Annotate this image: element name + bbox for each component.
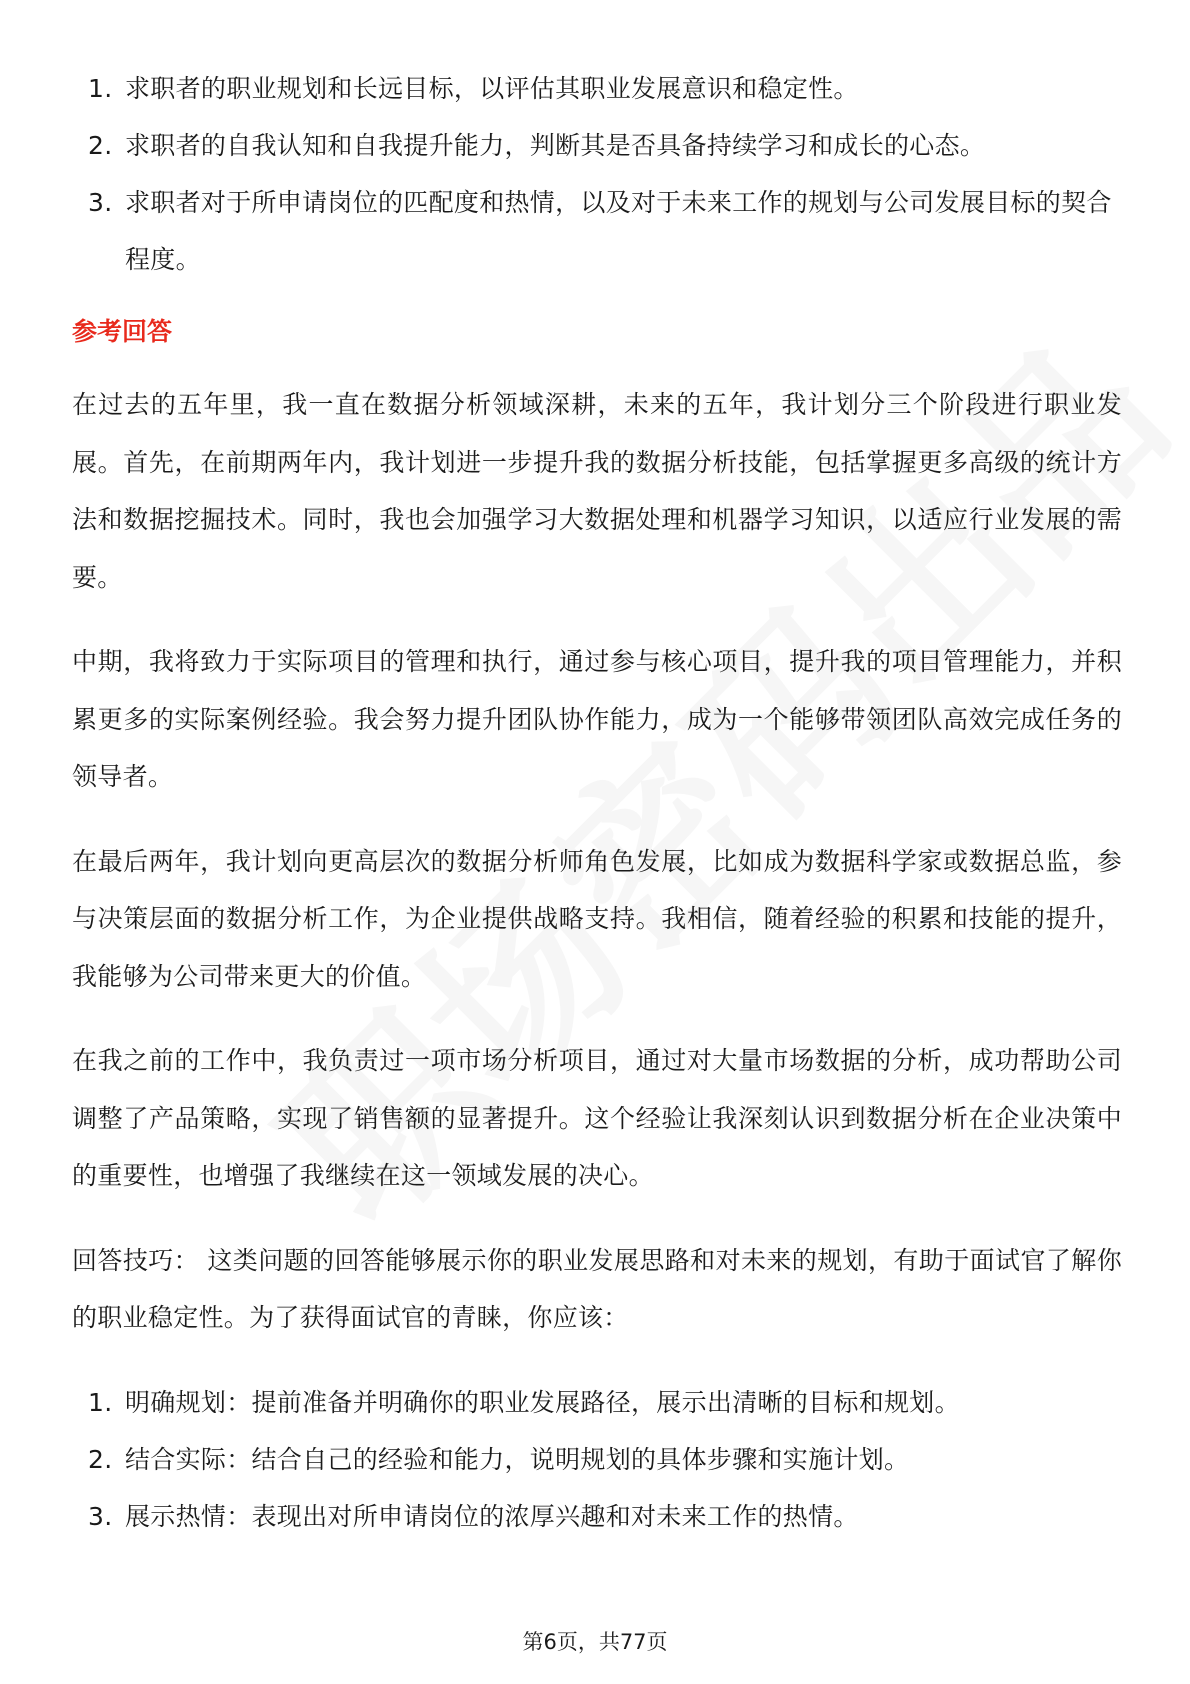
page-content [72,60,1122,1545]
criteria-list [72,60,1122,288]
list-item [72,1431,1122,1488]
list-item-number: 2. [88,131,113,160]
answer-paragraph: 中期，我将致力于实际项目的管理和执行，通过参与核心项目，提升我的项目管理能力，并积累更多的实际案例经验。我会努力提升团队协作能力，成为一个能够带领团队高效完成任务的领导者。 [72,647,1122,791]
list-item-text: 展示热情：表现出对所申请岗位的浓厚兴趣和对未来工作的热情。 [125,1501,859,1531]
answer-paragraph: 在我之前的工作中，我负责过一项市场分析项目，通过对大量市场数据的分析，成功帮助公司调整了产品策略，实现了销售额的显著提升。这个经验让我深刻认识到数据分析在企业决策中的重要性，也增强了我继续在这一领域发展的决心。 [72,1046,1122,1190]
list-item-number: 1. [88,74,113,103]
list-item [72,60,1122,117]
list-item [72,1488,1122,1545]
list-item-number: 3. [88,188,113,217]
list-item-number: 1. [88,1387,113,1417]
page-footer: 第6页，共77页 [522,1630,668,1654]
list-item [72,1374,1122,1431]
list-item-number: 2. [88,1444,113,1474]
list-item-text: 求职者的自我认知和自我提升能力，判断其是否具备持续学习和成长的心态。 [125,131,986,160]
tips-intro-paragraph: 回答技巧： 这类问题的回答能够展示你的职业发展思路和对未来的规划，有助于面试官了解你的职业稳定性。为了获得面试官的青睐，你应该： [72,1245,1122,1332]
list-item-text: 明确规划：提前准备并明确你的职业发展路径，展示出清晰的目标和规划。 [125,1387,960,1417]
list-item-text: 求职者的职业规划和长远目标，以评估其职业发展意识和稳定性。 [125,74,859,103]
list-item-number: 3. [88,1501,113,1531]
list-item [72,117,1122,174]
answer-paragraph: 在最后两年，我计划向更高层次的数据分析师角色发展，比如成为数据科学家或数据总监，参与决策层面的数据分析工作，为企业提供战略支持。我相信，随着经验的积累和技能的提升，我能够为公司带来更大的价值。 [72,846,1122,991]
tips-list [72,1374,1122,1545]
answer-paragraph: 在过去的五年里，我一直在数据分析领域深耕，未来的五年，我计划分三个阶段进行职业发展。首先，在前期两年内，我计划进一步提升我的数据分析技能，包括掌握更多高级的统计方法和数据挖掘技术。同时，我也会加强学习大数据处理和机器学习知识，以适应行业发展的需要。 [72,390,1122,592]
list-item [72,174,1122,288]
section-heading: 参考回答 [72,317,173,346]
list-item-text: 结合实际：结合自己的经验和能力，说明规划的具体步骤和实施计划。 [125,1444,910,1474]
list-item-text: 求职者对于所申请岗位的匹配度和热情，以及对于未来工作的规划与公司发展目标的契合程度。 [125,188,1112,274]
